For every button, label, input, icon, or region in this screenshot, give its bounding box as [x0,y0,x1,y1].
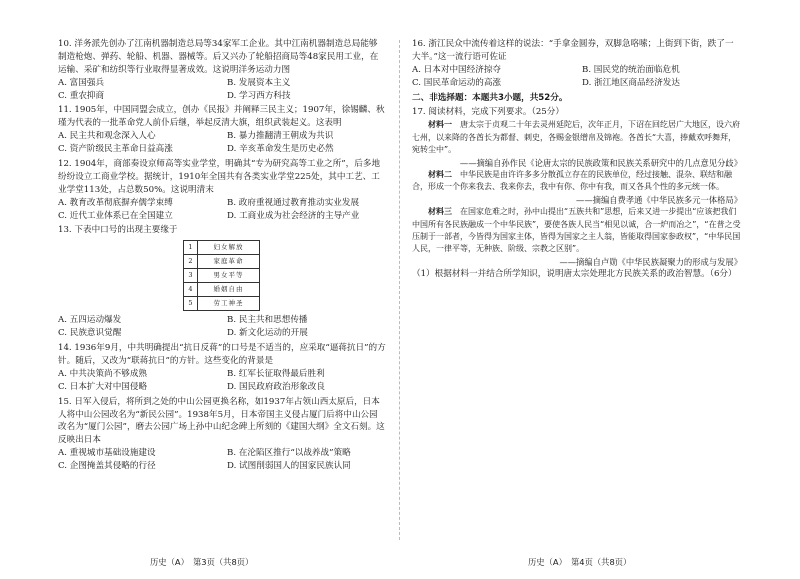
section-heading: 二、非选择题：本题共3小题，共52分。 [412,92,568,103]
option-a: A. 教育改革彻底摒弃儒学束缚 [58,197,173,208]
option-b: B. 国民党的统治面临危机 [582,64,680,75]
question-17 [412,106,742,281]
question-14 [58,342,386,394]
option-c: C. 民族意识觉醒 [58,328,122,339]
option-d: D. 试图削弱国人的国家民族认同 [227,461,351,472]
question-10-options [58,77,386,103]
question-15-options [58,447,386,473]
table-row: 1 妇女解放 [184,241,260,255]
material-2 [412,169,742,194]
option-d: D. 新文化运动的开展 [227,328,308,339]
question-11-options [58,130,386,156]
option-c: C. 近代工业体系已在全国建立 [58,210,173,221]
question-12-options [58,197,386,223]
option-a: A. 民主共和观念深入人心 [58,131,156,142]
question-15 [58,396,386,473]
option-b: B. 发展资本主义 [227,77,291,88]
option-d: D. 浙江地区商品经济发达 [582,77,680,88]
option-b: B. 在沦陷区推行“以战养战”策略 [227,448,351,459]
option-b: B. 民主共和思想传播 [227,315,308,326]
material-1-label: 材料一 [428,120,452,130]
material-1-text: 唐太宗于贞观二十年去灵州延陀后，次年正月，下诏在回纥居广大地区，设六府七州，以来降的各酋长为都督、刺史，各赐金银缯帛及锦袍。各酋长“大喜，捧戴欢呼舞拜，宛转尘中”。 [412,120,740,155]
material-3-text: 在国家危难之时，孙中山提出“五族共和”思想，后来又进一步提出“应该把我们中国所有各民族融成一个中华民族”，要使各族人民当“相见以诚，合一炉而冶之”，“在普之受压制于一部者，今皆得为国家主体，皆得为国家之主人翁，皆能取得国家参政权”，“中华民国人民，一律平等，无种族、阶级、宗教之区别”。 [412,207,741,254]
option-c: C. 日本扩大对中国侵略 [58,381,148,392]
material-3-source: ——摘编自卢勋《中华民族凝聚力的形成与发展》 [559,256,742,267]
option-a: A. 中共决策尚不够成熟 [58,368,148,379]
table-row: 5 劳工神圣 [184,297,260,311]
question-16 [412,38,742,90]
question-13-options [58,314,386,340]
question-10 [58,38,386,102]
option-d: D. 国民政府政治形象改良 [227,381,325,392]
option-c: C. 国民革命运动的高涨 [412,77,502,88]
material-2-source: ——摘编自费孝通《中华民族多元一体格局》 [576,194,742,205]
table-row: 2 家庭革命 [184,255,260,269]
material-1-source: ——摘编自孙作民《论唐太宗的民族政策和民族关系研究中的几点意见分歧》 [459,157,742,168]
question-16-stem: 16. 浙江民众中流传着这样的说法：“手拿金圆券，双脚急咯嗦；上街到下街，跌了一大半。”这一流行语可佐证 [412,39,734,62]
material-1 [412,119,742,156]
table-row: 3 男女平等 [184,269,260,283]
left-page-footer: 历史（A） 第3页（共8页） [150,557,254,567]
option-c: C. 资产阶级民主革命日益高涨 [58,144,173,155]
question-10-stem: 10. 洋务派先创办了江南机器制造总局等34家军工企业。其中江南机器制造总局能够制造枪炮、弹药、轮船、机器、器械等。后又兴办了轮船招商局等48家民用工业，在运输、采矿和纺织等行业取得显著成效。这说明洋务运动力图 [58,39,379,75]
question-14-stem: 14. 1936年9月，中共明确提出“抗日反蒋”的口号是不适当的，应采取“逼蒋抗日”的方针。随后，又改为“联蒋抗日”的方针。这些变化的背景是 [58,343,386,367]
option-c: C. 企图掩盖其侵略的行径 [58,461,156,472]
option-b: B. 红军长征取得最后胜利 [227,368,325,379]
question-11 [58,104,386,156]
material-2-label: 材料二 [428,169,452,179]
material-3-label: 材料三 [428,207,452,217]
option-a: A. 五四运动爆发 [58,315,122,326]
sub-question-1: （1）根据材料一并结合所学知识，说明唐太宗处理北方民族关系的政治智慧。（6分） [412,269,737,280]
option-b: B. 暴力推翻清王朝成为共识 [227,131,334,142]
option-a: A. 日本对中国经济掠夺 [412,64,502,75]
right-page [412,38,742,283]
left-page [58,38,386,475]
slogan-table [183,240,260,311]
question-15-stem: 15. 日军入侵后，将所到之处的中山公园更换名称，如1937年占领山西太原后，日本人将中山公园改名为“新民公园”。1938年5月，日本帝国主义侵占厦门后将中山公园改名为“厦门公园”，磨去公园广场上孙中山纪念碑上所刻的《建国大纲》全文石刻。这反映出日本 [58,396,385,446]
question-17-stem: 17. 阅读材料，完成下列要求。（25分） [412,107,564,118]
option-a: A. 富国强兵 [58,77,105,88]
right-page-footer: 历史（A） 第4页（共8页） [528,557,632,567]
table-row: 4 婚姻自由 [184,283,260,297]
question-13 [58,224,386,340]
question-12-stem: 12. 1904年，商部奏设京师高等实业学堂，明确其“专为研究高等工业之所”，后多地纷纷设立工商业学校。据统计，1910年全国共有各类实业学堂225处，其中工艺、工业学堂113处，占总数50%。这说明清末 [58,159,381,195]
option-d: D. 学习西方科技 [227,90,291,101]
page-divider [399,40,400,540]
material-2-text: 中华民族是由许许多多分散孤立存在的民族单位，经过接触、混杂、联结和融合，形成一个你来我去、我来你去，我中有你、你中有我，而又各具个性的多元统一体。 [412,169,732,192]
question-16-options [412,64,742,90]
option-d: D. 辛亥革命发生是历史必然 [227,144,334,155]
question-11-stem: 11. 1905年，中国同盟会成立，创办《民报》并阐释三民主义；1907年，徐锡麟、秋瑾为代表的一批革命党人前仆后继，举起反清大旗，组织武装起义。这表明 [58,105,385,129]
material-3 [412,206,742,256]
option-b: B. 政府重视通过教育推动实业发展 [227,197,360,208]
question-13-stem: 13. 下表中口号的出现主要缘于 [58,225,178,236]
question-14-options [58,368,386,394]
option-c: C. 重农抑商 [58,90,105,101]
option-a: A. 重视城市基础设施建设 [58,448,156,459]
option-d: D. 工商业成为社会经济的主导产业 [227,210,360,221]
question-12 [58,158,386,222]
